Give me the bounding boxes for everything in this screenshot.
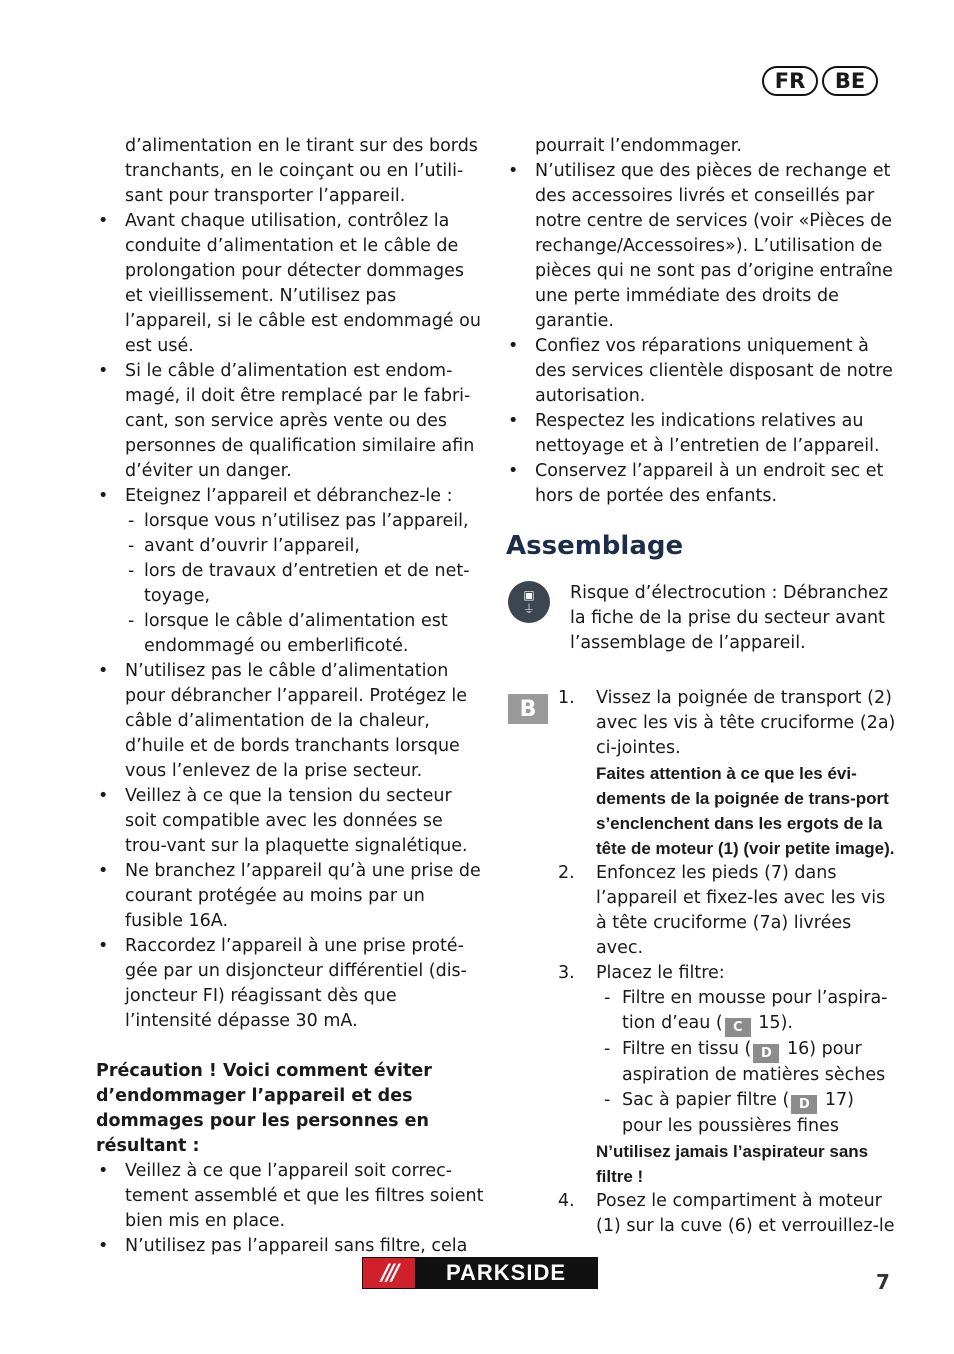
- logo-stripes-icon: ///: [363, 1258, 415, 1288]
- list-item: • Si le câble d’alimentation est endom-magé, il doit être remplacé par le fabri-cant, son service après vente ou des personnes de qualification similaire afin d’éviter un danger.: [96, 359, 486, 484]
- sub-list-item: - lors de travaux d’entretien et de net-toyage,: [96, 559, 486, 609]
- language-badges: [762, 66, 878, 96]
- filter-item: - Filtre en mousse pour l’aspira-tion d’eau ( C 15).: [596, 986, 896, 1037]
- list-item: • Veillez à ce que l’appareil soit correc-tement assemblé et que les filtres soient bien mis en place.: [96, 1159, 486, 1234]
- unplug-warning-icon: ▣ ⏚: [508, 581, 550, 623]
- page-number: 7: [876, 1270, 890, 1294]
- electrocution-notice: [506, 581, 896, 661]
- figure-d-icon: D: [791, 1095, 817, 1114]
- list-item: • Veillez à ce que la tension du secteur soit compatible avec les données se trou-vant sur la plaquette signalétique.: [96, 784, 486, 859]
- parkside-logo: [362, 1257, 598, 1289]
- step-3: 3. Placez le filtre: - Filtre en mousse pour l’aspira-tion d’eau ( C 15). - Filtre en tissu ( D 16) pour aspiration de matières sèches - Sac à papier filtre ( D 17) pour les poussières fines N’utilisez jamais l’aspirateur sans filtre !: [570, 961, 896, 1189]
- step-2: 2. Enfoncez les pieds (7) dans l’appareil et fixez-les avec les vis à tête cruciforme (7a) livrées avec.: [558, 863, 886, 958]
- list-item: • N’utilisez que des pièces de rechange et des accessoires livrés et conseillés par notre centre de services (voir «Pièces de rechange/Accessoires»). L’utilisation de pièces qui ne sont pas d’origine entraîne une perte immédiate des droits de garantie.: [506, 159, 896, 334]
- list-item: • N’utilisez pas l’appareil sans filtre, cela: [96, 1234, 486, 1259]
- sub-list-item: - lorsque le câble d’alimentation est endommagé ou emberlificoté.: [96, 609, 486, 659]
- filter-warning: N’utilisez jamais l’aspirateur sans filtre !: [596, 1142, 869, 1186]
- badge-fr: FR: [762, 66, 818, 96]
- filter-item: - Sac à papier filtre ( D 17) pour les poussières fines: [596, 1088, 896, 1139]
- warning-heading: Précaution ! Voici comment éviter d’endommager l’appareil et des dommages pour les personnes en résultant :: [96, 1061, 432, 1156]
- brand-name: PARKSIDE: [445, 1260, 567, 1285]
- figure-d-icon: D: [753, 1044, 779, 1063]
- notice-text: Risque d’électrocution : Débranchez la fiche de la prise du secteur avant l’assemblage de l’appareil.: [570, 583, 889, 653]
- step-4: 4. Posez le compartiment à moteur (1) sur la cuve (6) et verrouillez-le: [558, 1191, 895, 1236]
- paragraph: pourrait l’endommager.: [535, 136, 742, 156]
- sub-list-item: - avant d’ouvrir l’appareil,: [96, 534, 486, 559]
- paragraph: d’alimentation en le tirant sur des bords tranchants, en le coinçant ou en l’utili-sant pour transporter l’appareil.: [125, 136, 478, 206]
- figure-c-icon: C: [725, 1018, 751, 1037]
- list-item: • Confiez vos réparations uniquement à des services clientèle disposant de notre autorisation.: [506, 334, 896, 409]
- filter-item: - Filtre en tissu ( D 16) pour aspiration de matières sèches: [596, 1037, 896, 1088]
- sub-list-item: - lorsque vous n’utilisez pas l’appareil,: [96, 509, 486, 534]
- right-column: [506, 134, 896, 1239]
- list-item: • Eteignez l’appareil et débranchez-le :: [96, 484, 486, 509]
- section-heading: Assemblage: [506, 531, 684, 561]
- list-item: • Ne branchez l’appareil qu’à une prise de courant protégée au moins par un fusible 16A.: [96, 859, 486, 934]
- assembly-steps: [506, 686, 896, 1239]
- list-item: • Avant chaque utilisation, contrôlez la conduite d’alimentation et le câble de prolongation pour détecter dommages et vieillissement. N’utilisez pas l’appareil, si le câble est endommagé ou est usé.: [96, 209, 486, 359]
- left-column: [96, 134, 486, 1259]
- figure-b-label: B: [508, 694, 548, 724]
- step-1: 1. Vissez la poignée de transport (2) avec les vis à tête cruciforme (2a) ci-jointes. Faites attention à ce que les évi-dements de la poignée de trans-port s’enclenchent dans les ergots de la tête de moteur (1) (voir petite image).: [570, 686, 896, 861]
- badge-be: BE: [822, 66, 878, 96]
- list-item: • Raccordez l’appareil à une prise proté-gée par un disjoncteur différentiel (dis-joncteur FI) réagissant dès que l’intensité dépasse 30 mA.: [96, 934, 486, 1034]
- step-1-note: Faites attention à ce que les évi-dements de la poignée de trans-port s’enclenchent dans les ergots de la tête de moteur (1) (voir petite image).: [596, 764, 895, 858]
- list-item: • Respectez les indications relatives au nettoyage et à l’entretien de l’appareil.: [506, 409, 896, 459]
- list-item: • Conservez l’appareil à un endroit sec et hors de portée des enfants.: [506, 459, 896, 509]
- list-item: • N’utilisez pas le câble d’alimentation pour débrancher l’appareil. Protégez le câble d’alimentation de la chaleur, d’huile et de bords tranchants lorsque vous l’enlevez de la prise secteur.: [96, 659, 486, 784]
